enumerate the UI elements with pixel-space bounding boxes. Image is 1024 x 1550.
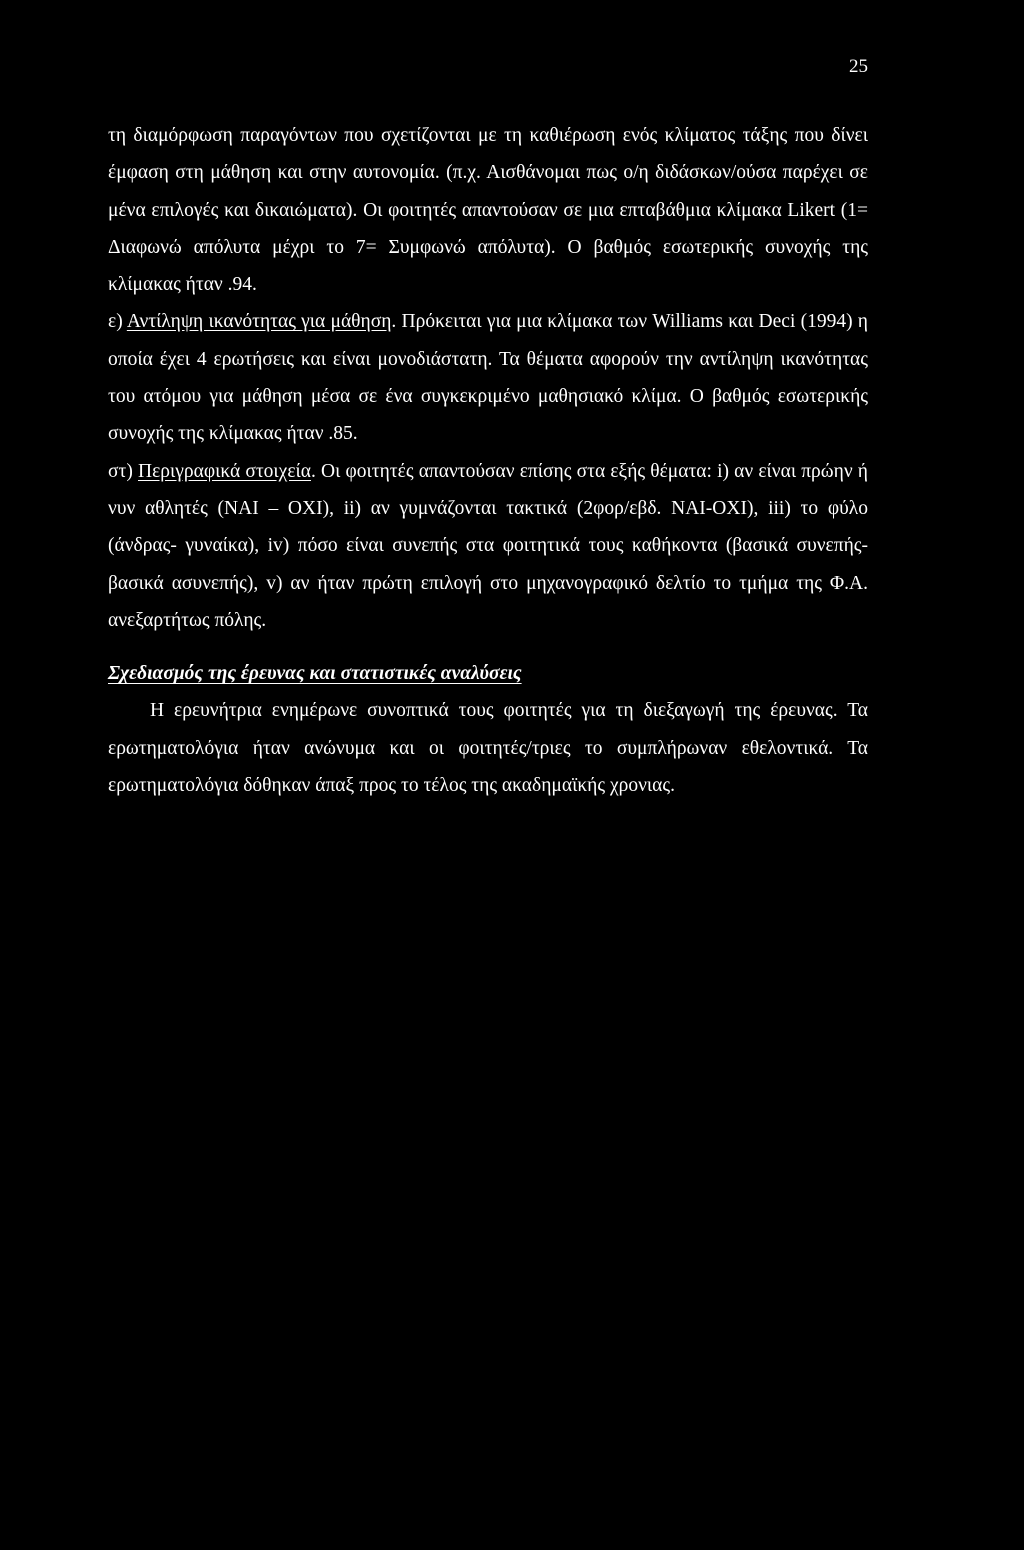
document-body (108, 117, 868, 804)
section-heading: Σχεδιασμός της έρευνας και στατιστικές αναλύσεις (108, 663, 522, 685)
item-title-perceived-competence: Αντίληψη ικανότητας για μάθηση (126, 311, 392, 333)
paragraph-perceived-competence (108, 303, 868, 452)
item-body-descriptive-data: . Οι φοιτητές απαντούσαν επίσης στα εξής θέματα: i) αν είναι πρώην ή νυν αθλητές (ΝΑΙ – ΟΧΙ), ii) αν γυμνάζονται τακτικά (2φορ/εβδ. ΝΑΙ-ΟΧΙ), iii) το φύλο (άνδρας- γυναίκα), iv) πόσο είναι συνεπής στα φοιτητικά τους καθήκοντα (βασικά συνεπής- βασικά ασυνεπής), v) αν ήταν πρώτη επιλογή στο μηχανογραφικό δελτίο το τμήμα της Φ.Α. ανεξαρτήτως πόλης. (108, 460, 868, 631)
paragraph-procedure: Η ερευνήτρια ενημέρωνε συνοπτικά τους φοιτητές για τη διεξαγωγή της έρευνας. Τα ερωτηματολόγια ήταν ανώνυμα και οι φοιτητές/τριες το συμπλήρωναν εθελοντικά. Τα ερωτηματολόγια δόθηκαν άπαξ προς το τέλος της ακαδημαϊκής χρονιας. (108, 700, 868, 797)
item-body-perceived-competence: . Πρόκειται για μια κλίμακα των Williams και Deci (1994) η οποία έχει 4 ερωτήσεις και είναι μονοδιάστατη. Τα θέματα αφορούν την αντίληψη ικανότητας του ατόμου για μάθηση μέσα σε ένα συγκεκριμένο μαθησιακό κλίμα. Ο βαθμός εσωτερικής συνοχής της κλίμακας ήταν .85. (108, 311, 868, 445)
item-label-st: στ) (108, 460, 138, 482)
item-label-e: ε) (108, 311, 127, 333)
paragraph-descriptive-data (108, 453, 868, 639)
paragraph-scale-description: τη διαμόρφωση παραγόντων που σχετίζονται με τη καθιέρωση ενός κλίματος τάξης που δίνει έμφαση στη μάθηση και στην αυτονομία. (π.χ. Αισθάνομαι πως ο/η διδάσκων/ούσα παρέχει σε μένα επιλογές και δικαιώματα). Οι φοιτητές απαντούσαν σε μια επταβάθμια κλίμακα Likert (1= Διαφωνώ απόλυτα μέχρι το 7= Συμφωνώ απόλυτα). Ο βαθμός εσωτερικής συνοχής της κλίμακας ήταν .94. (108, 125, 868, 296)
item-title-descriptive-data: Περιγραφικά στοιχεία (138, 460, 311, 482)
page-number: 25 (849, 56, 868, 77)
